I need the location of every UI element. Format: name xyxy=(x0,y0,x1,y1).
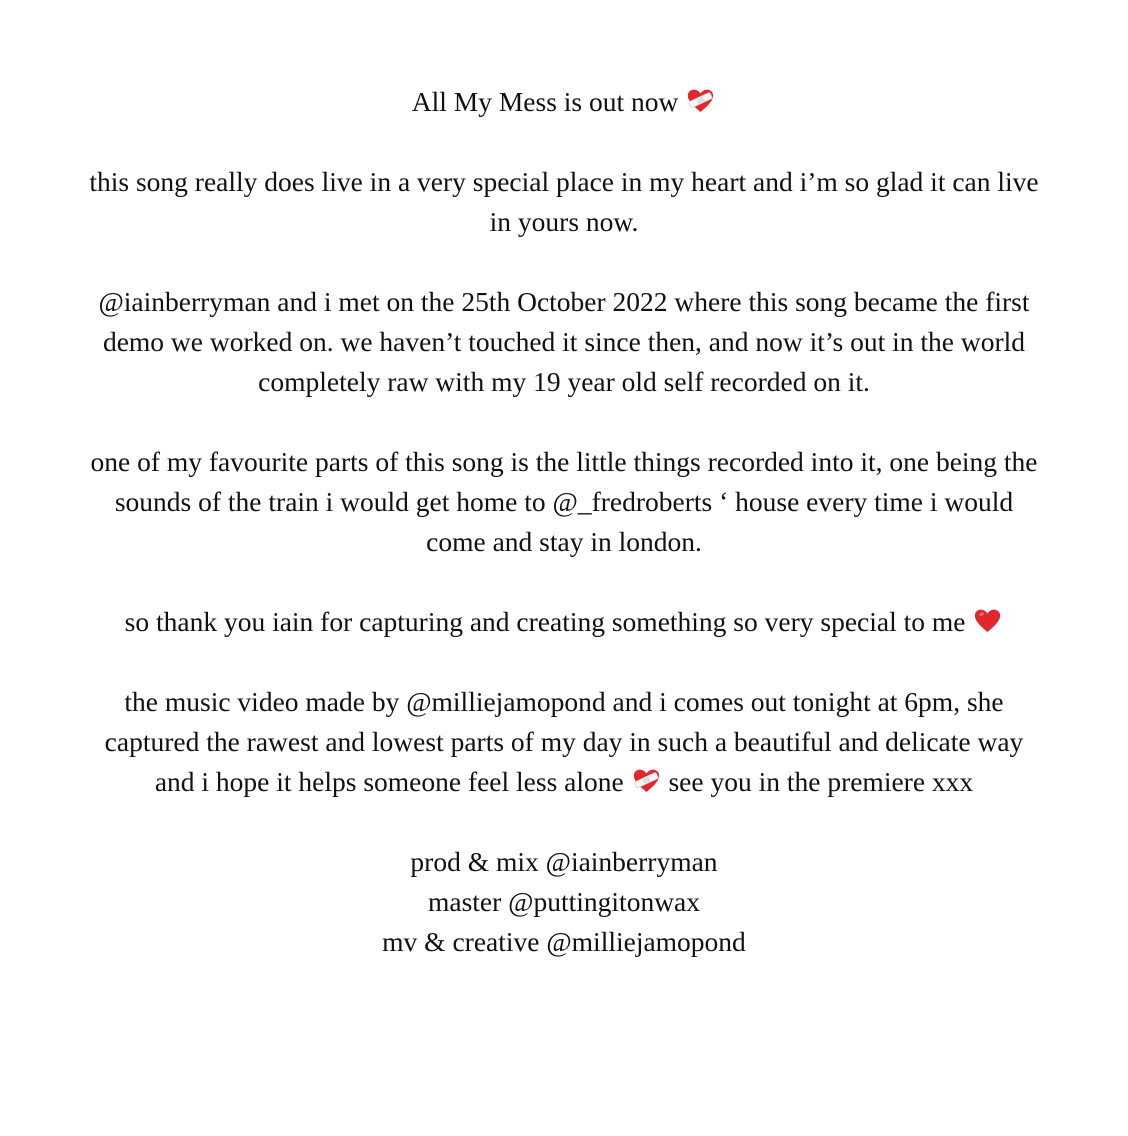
paragraph-4-text: so thank you iain for capturing and creating something so very special to me xyxy=(124,606,966,637)
paragraph-5-text-start: the music video made by @milliejamopond and i comes out tonight at 6pm, she captured the rawest and lowest parts of my day in such a beautiful and delicate way and i hope it helps someone feel less alone xyxy=(104,686,1024,797)
paragraph-3 xyxy=(84,442,1044,562)
credit-production: prod & mix @iainberryman xyxy=(410,846,718,877)
paragraph-3-text: one of my favourite parts of this song is the little things recorded into it, one being the sounds of the train i would get home to @_fredroberts ‘ house every time i would come and stay in london. xyxy=(90,446,1038,557)
note-title: All My Mess is out now xyxy=(411,86,679,117)
red-heart-icon xyxy=(974,608,1001,634)
paragraph-2 xyxy=(84,282,1044,402)
credits xyxy=(84,842,1044,962)
paragraph-4-line xyxy=(84,602,1044,642)
paragraph-5-text-end: see you in the premiere xxx xyxy=(668,766,974,797)
paragraph-5 xyxy=(84,682,1044,802)
paragraph-1-text: this song really does live in a very special place in my heart and i’m so glad it can live in yours now. xyxy=(89,166,1039,237)
paragraph-1 xyxy=(84,162,1044,242)
mending-heart-icon xyxy=(687,88,714,114)
credit-master: master @puttingitonwax xyxy=(427,886,701,917)
paragraph-5-line xyxy=(84,682,1044,802)
title-line xyxy=(84,82,1044,122)
mending-heart-icon xyxy=(633,768,660,794)
credit-creative: mv & creative @milliejamopond xyxy=(382,926,746,957)
paragraph-2-text: @iainberryman and i met on the 25th October 2022 where this song became the first demo we worked on. we haven’t touched it since then, and now it’s out in the world completely raw with my 19 year old self recorded on it. xyxy=(98,286,1030,397)
note-body xyxy=(84,82,1044,962)
paragraph-4 xyxy=(84,602,1044,642)
